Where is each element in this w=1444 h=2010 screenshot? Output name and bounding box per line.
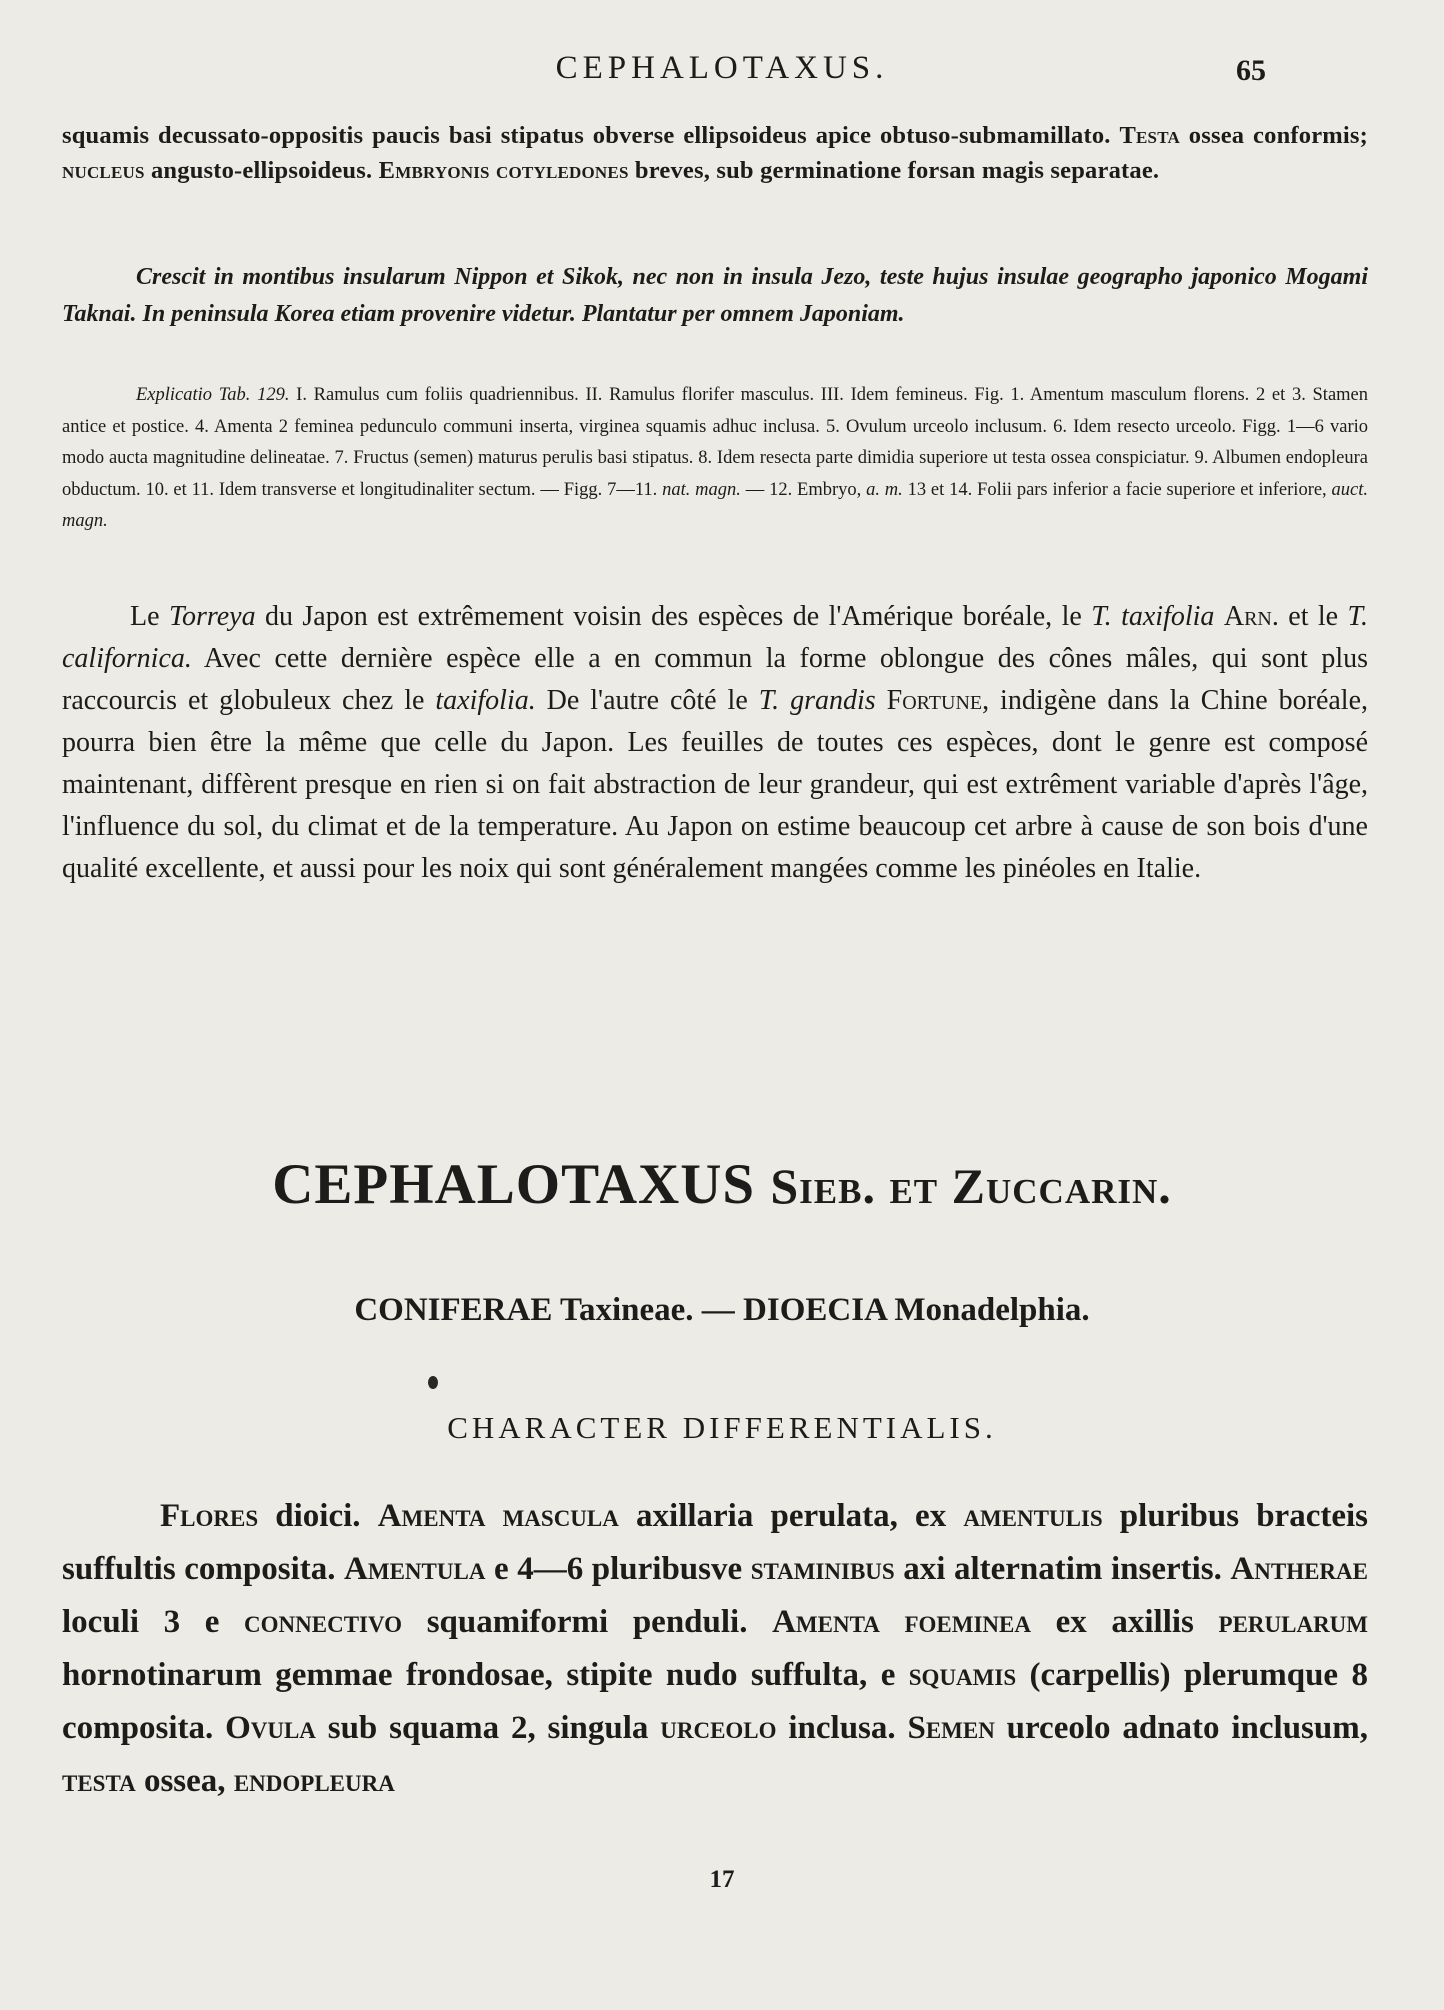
small-caps-term: Amenta foeminea <box>772 1604 1031 1640</box>
text-run: ossea, <box>135 1763 234 1799</box>
text-run: squamis decussato-oppositis paucis basi stipatus obverse ellipsoideus apice obtuso-submamillato. <box>62 122 1111 149</box>
section-title: CHARACTER DIFFERENTIALIS. <box>447 1410 997 1445</box>
classification-line: CONIFERAE Taxineae. — DIOECIA Monadelphia. <box>354 1292 1090 1328</box>
text-run: hornotinarum gemmae frondosae, stipite nudo suffulta, e <box>62 1657 909 1693</box>
small-caps-term: amentulis <box>963 1498 1103 1534</box>
text-run: , indigène dans la Chine boréale, pourra bien être la même que celle du Japon. Les feuilles de toutes ces espèces, dont le genre est composé maintenant, diffèrent presque en rien si on fait abstraction de leur grandeur, qui est extrêment variable d'après l'âge, l'influence du sol, du climat et de la temperature. Au Japon on estime beaucoup cet arbre à cause de son bois d'une qualité excellente, et aussi pour les noix qui sont généralement mangées comme les pinéoles en Italie. <box>62 685 1369 884</box>
italic-term: T. taxifolia <box>1091 601 1215 632</box>
text-run: e 4—6 pluribusve <box>485 1551 751 1587</box>
text-run <box>1214 601 1223 632</box>
text-run: axi alternatim insertis. <box>894 1551 1231 1587</box>
character-text <box>62 1490 1368 1808</box>
small-caps-term: Amentula <box>344 1551 486 1587</box>
text-run: breves, sub germinatione forsan magis separatae. <box>628 157 1160 184</box>
small-caps-term: perularum <box>1218 1604 1369 1640</box>
italic-term: taxifolia. <box>435 685 536 716</box>
habitat-text: Crescit in montibus insularum Nippon et Sikok, nec non in insula Jezo, teste hujus insulae geographo japonico Mogami Taknai. In peninsula Korea etiam provenire videtur. Plantatur per omnem Japoniam. <box>62 264 1368 327</box>
italic-term: nat. magn. <box>662 479 741 500</box>
ornament-dot <box>428 1376 438 1389</box>
small-caps-term: Amenta mascula <box>377 1498 619 1534</box>
text-run: Avec cette dernière espèce elle a en commun la forme oblongue des cônes mâles, qui sont plus raccourcis et globuleux chez le <box>62 643 1368 716</box>
small-caps-term: urceolo <box>660 1710 777 1746</box>
signature-mark: 17 <box>709 1866 735 1893</box>
text-run: sub squama 2, singula <box>315 1710 661 1746</box>
genus-name: CEPHALOTAXUS <box>272 1153 756 1216</box>
italic-term: Torreya <box>168 601 256 632</box>
text-run: — 12. Embryo, <box>740 479 867 500</box>
text-run: I. Ramulus cum foliis quadriennibus. II. Ramulus florifer masculus. III. Idem femineus. Fig. 1. Amentum masculum florens. 2 et 3. Stamen antice et postice. 4. Amenta 2 feminea pedunculo communi inserta, virginea squamis adhuc inclusa. 5. Ovulum urceolo inclusum. 6. Idem resecto urceolo. Figg. 1—6 vario modo aucta magnitudine delineatae. 7. Fructus (semen) maturus perulis basi stipatus. 8. Idem resecta parte dimidia superiore ut testa ossea conspiciatur. 9. Albumen endopleura obductum. 10. et 11. Idem transverse et longitudinaliter sectum. — Figg. 7—11. <box>62 385 1369 500</box>
plate-explanation <box>62 380 1368 538</box>
small-caps-term: squamis <box>908 1657 1017 1693</box>
small-caps-term: Ovula <box>225 1710 316 1746</box>
text-run: du Japon est extrêmement voisin des espèces de l'Amérique boréale, le <box>255 601 1092 632</box>
small-caps-term: Flores <box>160 1498 259 1534</box>
italic-term: T. californica. <box>62 601 1369 674</box>
page-number: 65 <box>1236 54 1266 87</box>
plate-label: Explicatio Tab. 129. <box>136 385 290 405</box>
genus-authors: Sieb. et Zuccarin. <box>770 1158 1172 1214</box>
italic-term: T. grandis <box>758 685 876 716</box>
text-run: angusto-ellipsoideus. <box>144 157 379 184</box>
text-run: ex axillis <box>1030 1604 1219 1640</box>
small-caps-term: Antherae <box>1230 1551 1368 1587</box>
small-caps-term: endopleura <box>233 1763 395 1799</box>
text-run: urceolo adnato inclusum, <box>994 1710 1368 1746</box>
small-caps-term: connectivo <box>244 1604 403 1640</box>
text-run: dioici. <box>258 1498 378 1534</box>
text-run: De l'autre côté le <box>535 685 759 716</box>
small-caps-term: testa <box>62 1763 136 1799</box>
previous-species-description <box>62 118 1368 188</box>
text-run: squamiformi penduli. <box>402 1604 773 1640</box>
text-run: inclusa. <box>776 1710 908 1746</box>
habitat-paragraph <box>62 259 1368 333</box>
italic-term: auct. magn. <box>62 479 1368 531</box>
small-caps-term: Embryonis cotyledones <box>378 157 629 184</box>
small-caps-term: Arn. <box>1223 601 1279 632</box>
small-caps-term: staminibus <box>750 1551 895 1587</box>
text-run: pluribus bracteis suffultis composita. <box>62 1498 1368 1587</box>
text-run: loculi 3 e <box>62 1604 245 1640</box>
small-caps-term: nucleus <box>62 157 145 184</box>
genus-heading <box>0 1152 1444 1217</box>
text-run: Le <box>130 601 169 632</box>
text-run: axillaria perulata, ex <box>618 1498 964 1534</box>
text-run <box>876 685 887 716</box>
small-caps-term: Semen <box>907 1710 995 1746</box>
text-run: (carpellis) plerumque 8 composita. <box>62 1657 1368 1746</box>
text-run: 13 et 14. Folii pars inferior a facie superiore et inferiore, <box>902 479 1332 500</box>
small-caps-term: Testa <box>1119 122 1180 149</box>
small-caps-term: Fortune <box>886 685 983 716</box>
running-title: CEPHALOTAXUS. <box>555 50 889 86</box>
text-run: et le <box>1278 601 1348 632</box>
text-run: ossea conformis; <box>1179 122 1369 149</box>
french-paragraph <box>62 596 1368 890</box>
italic-term: a. m. <box>866 479 903 500</box>
